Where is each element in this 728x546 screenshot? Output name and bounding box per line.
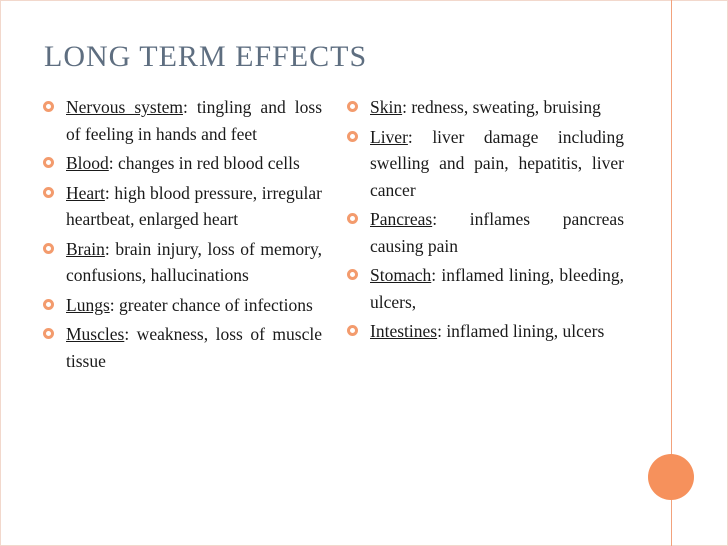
- list-item: [346, 318, 624, 345]
- item-term: Stomach: [370, 265, 432, 285]
- bullet-icon: [347, 325, 358, 336]
- bullet-icon: [43, 187, 54, 198]
- item-term: Brain: [66, 238, 105, 259]
- bullet-icon: [347, 269, 358, 280]
- item-term: Nervous system: [66, 97, 183, 117]
- bullet-icon: [347, 101, 358, 112]
- bullet-icon: [43, 157, 54, 168]
- item-term: Intestines: [370, 321, 438, 341]
- left-bullet-list: [42, 94, 322, 377]
- list-item: [346, 94, 624, 121]
- list-item: [346, 262, 624, 315]
- item-term: Pancreas: [370, 209, 433, 229]
- bullet-icon: [347, 131, 358, 142]
- item-text: : brain injury, loss of memory, confusions, hallucinations: [66, 238, 322, 285]
- bullet-icon: [43, 243, 54, 254]
- slide-title: LONG TERM EFFECTS: [44, 40, 368, 73]
- list-item: [42, 321, 322, 374]
- decorative-circle: [648, 454, 694, 500]
- item-term: Heart: [66, 182, 105, 203]
- item-term: Muscles: [66, 324, 125, 344]
- bullet-icon: [43, 101, 54, 112]
- item-text: : inflamed lining, ulcers: [437, 321, 605, 341]
- item-term: Blood: [66, 153, 109, 173]
- item-term: Lungs: [66, 294, 110, 315]
- item-text: : weakness, loss of muscle tissue: [66, 324, 322, 371]
- item-text: : redness, sweating, bruising: [402, 97, 601, 117]
- item-text: : inflamed lining, bleeding, ulcers,: [370, 265, 624, 312]
- bullet-icon: [43, 328, 54, 339]
- item-text: : liver damage including swelling and pain, hepatitis, liver cancer: [370, 126, 624, 200]
- item-text: : tingling and loss of feeling in hands and feet: [66, 97, 323, 144]
- item-term: Skin: [370, 97, 403, 117]
- item-text: : changes in red blood cells: [108, 153, 300, 173]
- list-item: [346, 124, 624, 204]
- list-item: [346, 206, 624, 259]
- item-text: : inflames pancreas causing pain: [370, 209, 624, 256]
- right-bullet-list: [346, 94, 624, 348]
- item-text: : greater chance of infections: [109, 294, 313, 315]
- list-item: [42, 236, 322, 289]
- bullet-icon: [43, 299, 54, 310]
- item-text: : high blood pressure, irregular heartbeat, enlarged heart: [66, 182, 322, 229]
- item-term: Liver: [370, 126, 408, 147]
- list-item: [42, 180, 322, 233]
- list-item: [42, 150, 322, 177]
- bullet-icon: [347, 213, 358, 224]
- list-item: [42, 94, 322, 147]
- list-item: [42, 292, 322, 319]
